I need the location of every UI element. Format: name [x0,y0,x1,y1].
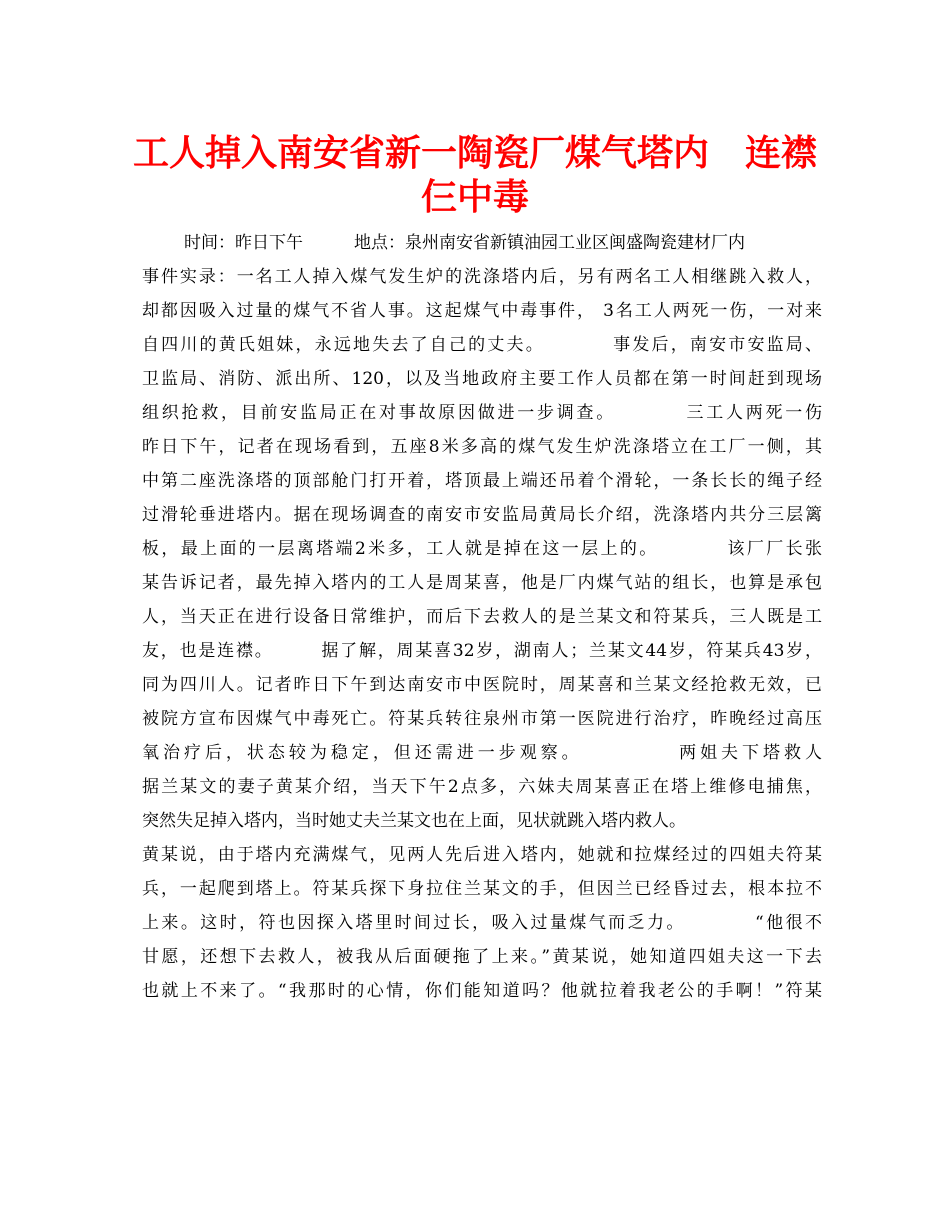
body-line: 某告诉记者，最先掉入塔内的工人是周某喜，他是厂内煤气站的组长，也算是承包 [142,573,822,593]
body-line: 上来。这时，符也因探入塔里时间过长，吸入过量煤气而乏力。 “他很不 [142,913,822,933]
body-line: 甘愿，还想下去救人，被我从后面硬拖了上来。”黄某说，她知道四姐夫这一下去 [142,947,822,967]
body-line: 黄某说，由于塔内充满煤气，见两人先后进入塔内，她就和拉煤经过的四姐夫符某 [142,845,822,865]
body-line: 却都因吸入过量的煤气不省人事。这起煤气中毒事件， 3名工人两死一伤，一对来 [142,301,822,321]
body-line: 氧治疗后，状态较为稳定，但还需进一步观察。 两姐夫下塔救人 [142,743,822,763]
body-line: 自四川的黄氏姐妹，永远地失去了自己的丈夫。 事发后，南安市安监局、 [142,335,822,355]
body-line: 突然失足掉入塔内，当时她丈夫兰某文也在上面，见状就跳入塔内救人。 [142,811,686,831]
body-line: 也就上不来了。“我那时的心情，你们能知道吗？他就拉着我老公的手啊！”符某 [142,981,822,1001]
body-line: 昨日下午，记者在现场看到，五座8米多高的煤气发生炉洗涤塔立在工厂一侧，其 [142,437,822,457]
body-line: 人，当天正在进行设备日常维护，而后下去救人的是兰某文和符某兵，三人既是工 [142,607,822,627]
body-line: 板，最上面的一层离塔端2米多，工人就是掉在这一层上的。 该厂厂长张 [142,539,822,559]
body-line: 据兰某文的妻子黄某介绍，当天下午2点多，六妹夫周某喜正在塔上维修电捕焦， [142,777,822,797]
body-line: 卫监局、消防、派出所、120，以及当地政府主要工作人员都在第一时间赶到现场 [142,369,822,389]
body-line: 兵，一起爬到塔上。符某兵探下身拉住兰某文的手，但因兰已经昏过去，根本拉不 [142,879,822,899]
body-line: 组织抢救，目前安监局正在对事故原因做进一步调查。 三工人两死一伤 [142,403,822,423]
body-line: 友，也是连襟。 据了解，周某喜32岁，湖南人；兰某文44岁，符某兵43岁， [142,641,822,661]
article-body [142,226,822,1008]
document-title-line-1: 工人掉入南安省新一陶瓷厂煤气塔内 连襟 [132,133,817,174]
body-line: 中第二座洗涤塔的顶部舱门打开着，塔顶最上端还吊着个滑轮，一条长长的绳子经 [142,471,822,491]
body-line: 被院方宣布因煤气中毒死亡。符某兵转往泉州市第一医院进行治疗，昨晚经过高压 [142,709,822,729]
body-line: 事件实录：一名工人掉入煤气发生炉的洗涤塔内后，另有两名工人相继跳入救人， [142,267,822,287]
document-title-line-2: 仨中毒 [420,177,529,218]
body-line: 过滑轮垂进塔内。据在现场调查的南安市安监局黄局长介绍，洗涤塔内共分三层篱 [142,505,822,525]
body-line: 同为四川人。记者昨日下午到达南安市中医院时，周某喜和兰某文经抢救无效，已 [142,675,822,695]
body-line: 时间：昨日下午 地点：泉州南安省新镇油园工业区闽盛陶瓷建材厂内 [184,233,745,253]
